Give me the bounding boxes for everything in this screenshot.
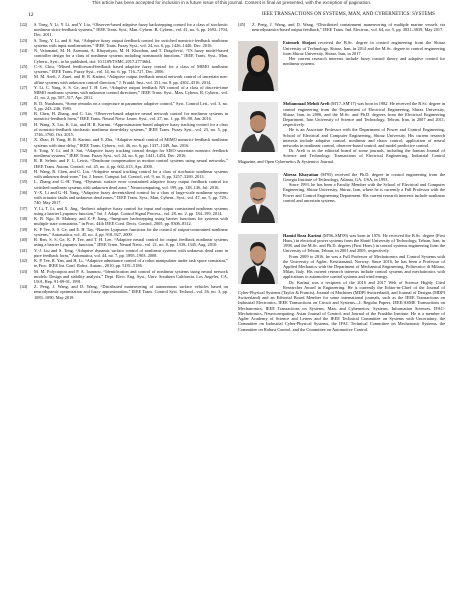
bio-text: From 2009 to 2016, he was a Full Professor of Mechatronics and Control Systems with the University of Agder, Kristiansand, Norway. Since 2016, he has been a Professor of Applied Mechanics with the Department of Mechanical Engineering, Politecnico di Milano, Milan, Italy. His current research interests include control systems and mechatronics with applications to automotive control systems and wind energy.: [283, 253, 445, 280]
reference-text: L. Zhang and G.-H. Yang, “Dynamic surface error constrained adaptive fuzzy output feedback control for switched nonlinear systems with unknown dead zone,” Neurocomputing, vol. 199, pp. 128–136, Jul. 2016.: [34, 179, 228, 190]
reference-number: [31]: [20, 137, 28, 143]
bio-text: (M'17–SM'17) was born in 1982. He received the B.Sc. degree in control engineering from the Department of Electrical Engineering, Shiraz University, Shiraz, Iran, in 2006, and the M.Sc. and Ph.D. degrees from the Electrical Engineering Department, Iran University of Science and Technology, Tehran, Iran, in 2007 and 2011, respectively.: [283, 101, 445, 128]
reference-number: [26]: [20, 74, 28, 80]
reference-text: R. R. Selmic and F. L. Lewis, “Deadzone compensation in motion control systems using neural networks,” IEEE Trans. Autom. Control, vol. 45, no. 4, pp. 602–613, Apr. 2000.: [34, 158, 228, 169]
bio-text: Dr. Arefi is in the editorial board of some journals, including the Iranian Journal of Science and Technology, Transactions of Electrical Engineering, Industrial Control Magazine, and Open Cybernetics & Systemics Journal.: [238, 148, 445, 164]
references-left-column: [20, 22, 228, 300]
reference-text: R. D. Nussbaum, “Some remarks on a conjecture in parameter adaptive control,” Syst. Control Lett., vol. 3, no. 5, pp. 243–246, 1983.: [34, 100, 228, 111]
reference-number: [34]: [20, 168, 28, 174]
reference-text: C.-S. Chiu, “Mixed feedforward/feedback based adaptive fuzzy control for a class of MIMO nonlinear systems,” IEEE Trans. Fuzzy Syst., vol. 14, no. 6, pp. 716–727, Dec. 2006.: [34, 63, 228, 75]
reference-item: [20, 122, 228, 138]
reference-item: [20, 74, 228, 84]
bio-paragraph: [238, 280, 445, 332]
reference-text: B. Chen, H. Zhang, and C. Lin, “Observer-based adaptive neural network control for nonlinear systems in nonstrict-feedback form,” IEEE Trans. Neural Netw. Learn. Syst., vol. 27, no. 1, pp. 89–98, Jan. 2016.: [34, 111, 228, 122]
reference-number: [38]: [20, 216, 28, 222]
author-name: Hamid Reza Karimi: [283, 232, 322, 238]
reference-number: [23]: [20, 37, 28, 43]
bio-text: Her current research interests include fuzzy control theory and adaptive control for nonlinear systems.: [283, 56, 445, 67]
reference-number: [30]: [20, 121, 28, 127]
reference-item: [20, 227, 228, 237]
reference-item: [20, 237, 228, 247]
author-name: Fatemeh Shojaei: [283, 40, 316, 46]
reference-number: [35]: [20, 179, 28, 185]
reference-number: [22]: [20, 22, 28, 27]
reference-number: [33]: [20, 158, 28, 164]
author-name: Alireza Khayatian: [283, 171, 319, 177]
reference-number: [39]: [20, 226, 28, 232]
author-photo-karimi: [238, 234, 278, 284]
reference-text: Y. Li, C. Yang, S. S. Ge, and T. H. Lee, “Adaptive output feedback NN control of a class of discrete-time MIMO nonlinear systems with unknown control directions,” IEEE Trans. Syst., Man, Cybern. B, Cybern., vol. 41, no. 2, pp. 507–517, Apr. 2011.: [34, 84, 228, 101]
reference-item: [20, 284, 228, 300]
right-column: [238, 22, 445, 332]
reference-text: K. P. Tee, S. S. Ge, and E. H. Tay, “Barrier Lyapunov functions for the control of output-constrained nonlinear systems,” Automatica, vol. 45, no. 4, pp. 918–927, 2009.: [34, 226, 228, 237]
bio-khayatian: [238, 172, 445, 225]
bio-text: (M'93) received the Ph.D. degree in control engineering from the Georgia Institute of Technology, Atlanta, GA, USA, in 1993.: [283, 171, 445, 183]
reference-text: X. Zhao, H. Yang, H. R. Karimi, and Y. Zhu, “Adaptive neural control of MIMO nonstrict-feedback nonlinear systems with time delay,” IEEE Trans. Cybern., vol. 46, no. 6, pp. 1337–1349, Jun. 2016.: [34, 137, 228, 148]
bio-arefi: [238, 101, 445, 163]
author-photo-khayatian: [238, 173, 278, 223]
bio-text: (M'06–SM'09) was born in 1976. He received the B.Sc. degree (First Hons.) in electrical power systems from the Sharif University of Technology, Tehran, Iran, in 1998, and the M.Sc. and Ph.D. degrees (First Hons.) in control systems engineering from the University of Tehran, Tehran, in 2001 and 2005, respectively.: [283, 232, 446, 254]
author-photo-shojaei: [238, 41, 278, 91]
reference-text: Y. Li, T. Li, and X. Jing, “Indirect adaptive fuzzy control for input and output constrained nonlinear systems using a barrier Lyapunov function,” Int. J. Adapt. Control Signal Process., vol. 28, no. 2, pp. 184–199, 2014.: [34, 205, 228, 216]
references-right: [238, 22, 445, 32]
reference-number: [24]: [20, 48, 28, 54]
reference-text: M. M. Polycarpou and P. A. Ioannou, “Identification and control of nonlinear systems using neural network models: Design and stability analysis,” Dept. Elect. Eng. Syst., Univ. Southern California, Los Angeles, CA, USA, Rep. 91-09-01, 1991.: [34, 268, 228, 284]
author-name: Mohammad Mehdi Arefi: [283, 101, 330, 107]
reference-text: M. M. Arefi, J. Zarei, and H. R. Karimi, “Adaptive output feedback neural network control of uncertain non-affine systems with unknown control direction,” J. Frankl. Inst., vol. 351, no. 8, pp. 4302–4316, 2014.: [34, 74, 228, 85]
reference-text: K. P. Tee, R. Yan, and H. Li, “Adaptive admittance control of a robot manipulator under task space constraint,” in Proc. IEEE Int. Conf. Robot. Autom., 2010, pp. 5181–5186.: [34, 258, 228, 269]
reference-number: [44]: [20, 284, 28, 290]
reference-text: Z. Peng, J. Wang, and D. Wang, “Distributed containment maneuvering of multiple marine vessels via neurodynamics-based output feedback,” IEEE Trans. Ind. Electron., vol. 64, no. 5, pp. 3831–3839, May 2017.: [252, 22, 445, 33]
reference-item: [20, 216, 228, 226]
reference-item: [20, 158, 228, 168]
bio-text: He is an Associate Professor with the Department of Power and Control Engineering, School of Electrical and Computer Engineering, Shiraz University. His current research interests include adaptive control, nonlinear and chaos control, application of neural networks in nonlinear control, observer-based control, and model predictive control.: [283, 127, 445, 149]
reference-item: [20, 248, 228, 258]
reference-text: N. Vafamand, M. H. Asemani, A. Khayatiyan, M. H. Khooban, and T. Dragičević, “TS fuzzy model-based controller design for a class of nonlinear systems including nonsmooth functions,” IEEE Trans. Syst., Man, Cybern., Syst., to be published, doi: 10.1109/TSMC.2017.2773664.: [34, 48, 228, 64]
reference-number: [37]: [20, 205, 28, 211]
reference-text: S. Tong, Y. Li, Y. Li, and Y. Liu, “Observer-based adaptive fuzzy backstepping control for a class of stochastic nonlinear strict-feedback systems,” IEEE Trans. Syst., Man, Cybern. B, Cybern., vol. 41, no. 6, pp. 1693–1704, Dec. 2011.: [34, 22, 228, 38]
reference-number: [32]: [20, 147, 28, 153]
reference-number: [28]: [20, 100, 28, 106]
reference-number: [27]: [20, 84, 28, 90]
page-number: 12: [28, 12, 34, 18]
reference-item: [20, 169, 228, 179]
reference-item: [20, 85, 228, 101]
bio-text: Dr. Karimi was a recipient of the 2016 and 2017 Web of Science Highly Cited Researcher Award in Engineering. He is currently the Editor-in-Chief of the Journal of Cyber-Physical Systems (Taylor & Francis), Journal of Machines (MDPI Switzerland), and Journal of Designs (MDPI Switzerland) and an Editorial Board Member for some international journals, such as the IEEE Transactions on Industrial Electronics, IEEE Transactions on Circuit and Systems—I: Regular Papers, IEEE/ASME Transactions on Mechatronics, IEEE Transactions on Systems, Man, and Cybernetics: Systems, Information Sciences, IFAC-Mechatronics, Neurocomputing, Asian Journal of Control, and Journal of the Franklin Institute. He is a member of Agder Academy of Science and Letters and the IEEE Technical Committee on Systems with Uncertainty, the Committee on Industrial Cyber-Physical Systems, the IFAC Technical Committee on Mechatronic Systems, the Committee on Robust Control, and the Committee on Automotive Control.: [238, 279, 445, 332]
reference-item: [20, 22, 228, 38]
reference-text: Y.-J. Liu and S. Tong, “Adaptive dynamic surface control of nonlinear systems with unknown dead zone in pure feedback form,” Automatica, vol. 44, no. 7, pp. 1895–1903, 2008.: [34, 247, 228, 258]
reference-item: [20, 190, 228, 206]
reference-text: Y.-X. Li and G.-H. Yang, “Adaptive fuzzy decentralized control for a class of large-scale nonlinear systems with actuator faults and unknown dead zones,” IEEE Trans. Syst., Man, Cybern., Syst., vol. 47, no. 5, pp. 729–740, May 2017.: [34, 189, 228, 206]
reference-item: [20, 269, 228, 285]
reference-text: Z. Peng, J. Wang, and D. Wang, “Distributed maneuvering of autonomous surface vehicles based on neurodynamic optimization and fuzzy approximation,” IEEE Trans. Control Syst. Technol., vol. 26, no. 3, pp. 1083–1090, May 2018.: [34, 284, 228, 300]
reference-text: S. Tong, Y. Li, and S. Sui, “Adaptive fuzzy output feedback control for switched nonstrict-feedback nonlinear systems with input nonlinearities,” IEEE Trans. Fuzzy Syst., vol. 24, no. 6, pp. 1426–1440, Dec. 2016.: [34, 37, 228, 48]
bio-text: Since 1993, he has been a Faculty Member with the School of Electrical and Computer Engineering, Shiraz University, Shiraz, Iran, where he is currently a Full Professor with the Power and Control Engineering Department. His current research interests include nonlinear control and uncertain systems.: [283, 182, 445, 203]
reference-item: [20, 64, 228, 74]
reference-item: [20, 258, 228, 268]
author-photo-arefi: [238, 102, 278, 152]
bio-karimi: [238, 233, 445, 332]
reference-item: [20, 48, 228, 64]
reference-text: B. Ren, S. S. Ge, K. P. Tee, and T. H. Lee, “Adaptive neural control for output feedback nonlinear systems using a barrier Lyapunov function,” IEEE Trans. Neural Netw., vol. 21, no. 8, pp. 1339–1345, Aug. 2010.: [34, 237, 228, 248]
reference-number: [40]: [20, 237, 28, 243]
reference-number: [45]: [238, 22, 246, 27]
reference-item: [20, 137, 228, 147]
reference-item: [20, 38, 228, 48]
reference-item: [20, 101, 228, 111]
reference-item: [20, 206, 228, 216]
bio-text: received the B.Sc. degree in control engineering from the Shiraz University of Technology, Shiraz, Iran, in 2014 and the M.Sc. degree in control engineering from Shiraz University, Shiraz, Iran, in 2017.: [283, 40, 445, 56]
reference-text: K. B. Ngo, R. Mahony, and Z.-P. Jiang, “Integrator backstepping using barrier functions for systems with multiple state constraints,” in Proc. 44th IEEE Conf. Decis. Control, 2005, pp. 8306–8312.: [34, 216, 228, 227]
reference-number: [29]: [20, 111, 28, 117]
reference-item: [20, 111, 228, 121]
running-head: IEEE TRANSACTIONS ON SYSTEMS, MAN, AND CYBERNETICS: SYSTEMS: [261, 12, 435, 17]
reference-number: [36]: [20, 189, 28, 195]
reference-text: S. Tong, Y. Li, and S. Sui, “Adaptive fuzzy tracking control design for SISO uncertain nonstrict feedback nonlinear systems,” IEEE Trans. Fuzzy Syst., vol. 24, no. 6, pp. 1441–1454, Dec. 2016.: [34, 147, 228, 159]
reference-number: [43]: [20, 268, 28, 274]
acceptance-banner: This article has been accepted for inclusion in a future issue of this journal. Content is final as presented, with the exception of pagination.: [91, 0, 372, 5]
reference-item: [238, 22, 445, 32]
reference-number: [25]: [20, 63, 28, 69]
reference-number: [42]: [20, 258, 28, 264]
bio-shojaei: [238, 40, 445, 93]
reference-item: [20, 179, 228, 189]
reference-item: [20, 148, 228, 158]
reference-text: H. Wang, B. Chen, and C. Lin, “Adaptive neural tracking control for a class of stochastic nonlinear systems with unknown dead-zone,” Int. J. Innov. Comput. Inf. Control, vol. 9, no. 8, pp. 3257–3269, 2013.: [34, 168, 228, 180]
reference-number: [41]: [20, 247, 28, 253]
reference-text: H. Wang, X. Liu, K. Liu, and H. R. Karimi, “Approximation-based adaptive fuzzy tracking control for a class of nonstrict-feedback stochastic nonlinear time-delay systems,” IEEE Trans. Fuzzy Syst., vol. 23, no. 5, pp. 1746–1760, Oct. 2015.: [34, 121, 228, 138]
